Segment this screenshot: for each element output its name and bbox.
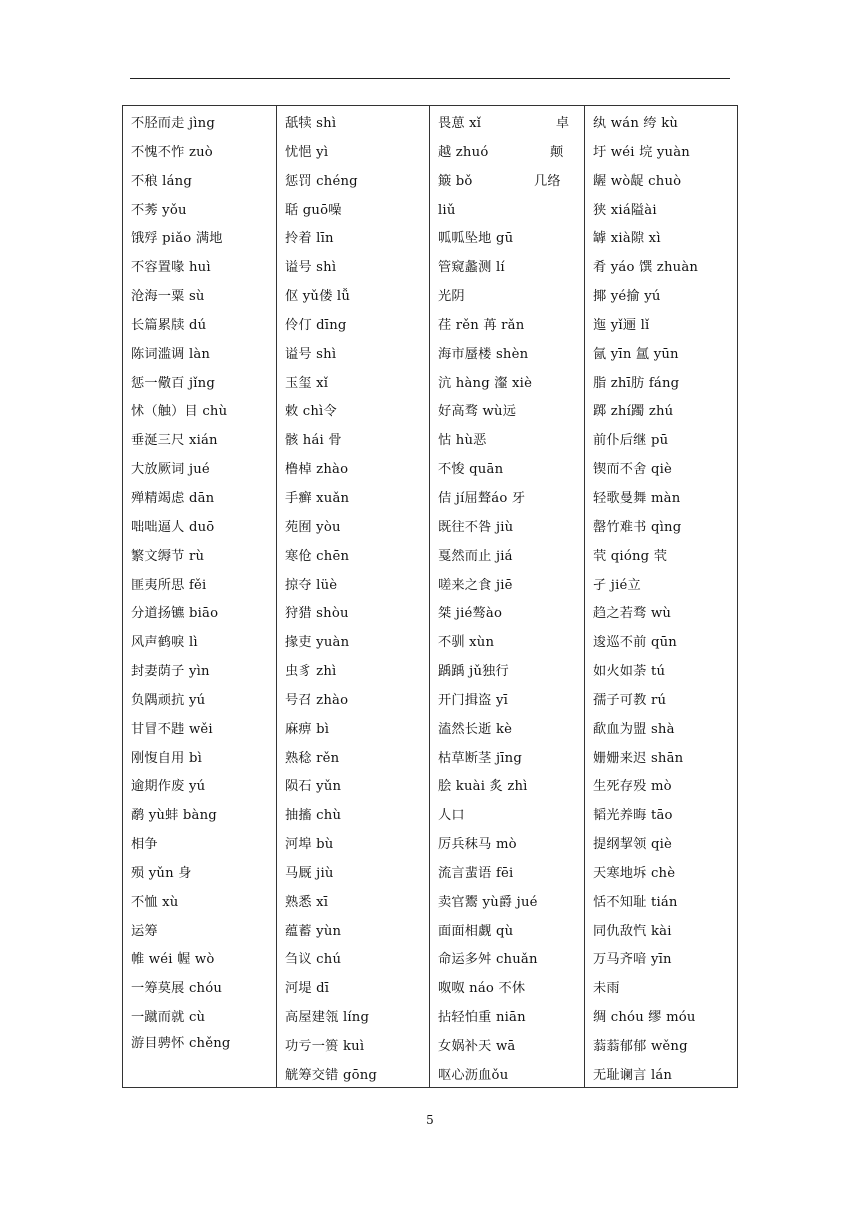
- vocab-entry: 长篇累牍 dú: [131, 317, 207, 333]
- vocab-entry: 戛然而止 jiá: [438, 548, 513, 564]
- vocab-entry: 狭 xiá隘ài: [593, 202, 657, 218]
- vocab-entry: 揶 yé揄 yú: [593, 289, 661, 305]
- vocab-entry: 聒 guō噪: [285, 202, 342, 218]
- vocab-entry: 肴 yáo 馔 zhuàn: [593, 260, 699, 276]
- vocab-entry: 不稂 láng: [131, 173, 192, 189]
- vocab-entry: 大放厥词 jué: [131, 462, 210, 478]
- vocab-entry: 脂 zhī肪 fáng: [593, 375, 680, 391]
- vocab-entry: 熟悉 xī: [285, 894, 329, 910]
- vocab-entry: 畏葸 xǐ 卓: [438, 116, 570, 131]
- vocab-entry: 罄竹难书 qìng: [593, 519, 682, 535]
- vocab-entry: 不驯 xùn: [438, 635, 495, 651]
- vocab-entry: 纨 wán 绔 kù: [593, 116, 679, 131]
- vocab-entry: 刍议 chú: [285, 952, 342, 968]
- vocab-entry: 韬光养晦 tāo: [593, 808, 673, 824]
- vocab-entry: 踯 zhí躅 zhú: [593, 404, 674, 420]
- vocab-entry: 同仇敌忾 kài: [593, 923, 672, 939]
- vocab-entry: 蓊蓊郁郁 wěng: [593, 1039, 688, 1054]
- vocab-entry: 佶 jí屈聱áo 牙: [438, 490, 526, 506]
- vocab-entry: 寒伧 chēn: [285, 548, 350, 564]
- vocab-entry: 怵（触）目 chù: [131, 404, 228, 420]
- column-3: [430, 106, 585, 1087]
- vocab-entry: 好高骛 wù远: [438, 404, 517, 420]
- vocab-entry: 抽搐 chù: [285, 808, 342, 824]
- vocab-entry: 负隅顽抗 yú: [131, 692, 206, 708]
- vocab-entry: 一筹莫展 chóu: [131, 981, 223, 997]
- vocab-entry: 孑 jié立: [593, 577, 641, 593]
- vocab-entry: 未雨: [593, 981, 620, 997]
- vocab-entry: 圩 wéi 垸 yuàn: [593, 144, 690, 160]
- vocab-entry: 敕 chì令: [285, 404, 337, 420]
- vocab-entry: 饿殍 piǎo 满地: [131, 231, 223, 247]
- vocab-entry: 舐犊 shì: [285, 116, 337, 131]
- vocab-entry: 既往不咎 jiù: [438, 519, 514, 535]
- vocab-entry: 拈轻怕重 niān: [438, 1010, 526, 1026]
- vocab-entry: 封妻荫子 yìn: [131, 664, 210, 680]
- vocab-entry: 轻歌曼舞 màn: [593, 490, 681, 506]
- vocab-entry: 不莠 yǒu: [131, 202, 187, 218]
- vocab-entry: 伛 yǔ偻 lǚ: [285, 289, 351, 305]
- vocab-entry: 不胫而走 jìng: [131, 116, 215, 131]
- vocab-entry: 不愧不怍 zuò: [131, 144, 213, 160]
- vocab-entry: 踽踽 jǔ独行: [438, 664, 509, 680]
- vocab-entry: 光阴: [438, 289, 465, 305]
- vocab-entry: 厉兵秣马 mò: [438, 837, 517, 853]
- column-2: [277, 106, 430, 1087]
- vocab-entry: 帷 wéi 幄 wò: [131, 952, 215, 968]
- vocab-entry: 拎着 līn: [285, 231, 334, 247]
- vocab-entry: 不容置喙 huì: [131, 260, 211, 276]
- vocab-entry: 谥号 shì: [285, 260, 337, 276]
- vocab-entry: 河堤 dī: [285, 981, 330, 997]
- vocab-entry: 女娲补天 wā: [438, 1039, 516, 1054]
- vocab-entry: 一蹴而就 cù: [131, 1010, 206, 1026]
- vocab-entry: 荏 rěn 苒 rǎn: [438, 317, 525, 333]
- vocab-entry: 海市蜃楼 shèn: [438, 346, 529, 362]
- vocab-entry: 龌 wò龊 chuò: [593, 173, 682, 189]
- vocab-entry: 殒 yǔn 身: [131, 865, 192, 881]
- vocab-entry: 趋之若骛 wù: [593, 606, 672, 622]
- vocab-entry: 溘然长逝 kè: [438, 721, 513, 737]
- vocab-entry: 号召 zhào: [285, 692, 349, 708]
- vocab-entry: 风声鹤唳 lì: [131, 635, 198, 651]
- vocab-entry: 氤 yīn 氲 yūn: [593, 346, 679, 362]
- vocab-entry: 虫豸 zhì: [285, 664, 337, 680]
- vocab-entry: 枯草断茎 jīng: [438, 750, 522, 766]
- vocab-entry: 功亏一篑 kuì: [285, 1039, 365, 1054]
- vocab-entry: 歃血为盟 shà: [593, 721, 675, 737]
- vocab-entry: 惩一儆百 jǐng: [131, 375, 215, 391]
- vocab-entry: 鹬 yù蚌 bàng: [131, 808, 217, 824]
- vocab-entry: 惩罚 chéng: [285, 173, 358, 189]
- vocab-entry: 绸 chóu 缪 móu: [593, 1010, 696, 1026]
- vocab-entry: 殚精竭虑 dān: [131, 490, 215, 506]
- vocab-entry: 姗姗来迟 shān: [593, 750, 684, 766]
- vocab-entry: 前仆后继 pū: [593, 433, 669, 449]
- vocab-entry: 如火如荼 tú: [593, 664, 666, 680]
- vocab-entry: 罅 xià隙 xì: [593, 231, 661, 247]
- vocab-entry: 忧悒 yì: [285, 144, 329, 160]
- vocab-entry: 生死存殁 mò: [593, 779, 672, 795]
- vocab-entry: 繁文缛节 rù: [131, 548, 205, 564]
- vocab-entry: 麻痹 bì: [285, 721, 330, 737]
- vocab-entry: 觥筹交错 gōng: [285, 1067, 378, 1083]
- vocab-entry: 簸 bǒ 几络: [438, 173, 561, 189]
- vocab-entry: 人口: [438, 808, 465, 824]
- vocab-entry: 掠夺 lüè: [285, 577, 338, 593]
- vocab-entry: liǔ: [438, 202, 456, 218]
- vocab-entry: 骸 hái 骨: [285, 433, 342, 449]
- vocab-entry: 相争: [131, 837, 158, 853]
- vocab-entry: 面面相觑 qù: [438, 923, 514, 939]
- vocab-entry: 锲而不舍 qiè: [593, 462, 673, 478]
- vocab-entry: 呕心沥血ǒu: [438, 1067, 509, 1083]
- vocab-entry: 苑囿 yòu: [285, 519, 341, 535]
- vocab-entry: 万马齐喑 yīn: [593, 952, 672, 968]
- vocab-entry: 呶呶 náo 不休: [438, 981, 526, 997]
- column-1: [123, 106, 277, 1087]
- vocab-entry: 越 zhuó 颠: [438, 144, 564, 160]
- page-number: 5: [426, 1113, 434, 1127]
- vocab-entry: 匪夷所思 fěi: [131, 577, 207, 593]
- vocab-entry: 管窥蠡测 lí: [438, 260, 505, 276]
- vocab-entry: 迤 yǐ逦 lǐ: [593, 317, 650, 333]
- vocab-entry: 开门揖盗 yī: [438, 692, 509, 708]
- vocab-entry: 谥号 shì: [285, 346, 337, 362]
- vocab-entry: 高屋建瓴 líng: [285, 1010, 370, 1026]
- vocab-entry: 桀 jié骜ào: [438, 606, 503, 622]
- vocab-entry: 提纲挈领 qiè: [593, 837, 673, 853]
- vocab-entry: 狩猎 shòu: [285, 606, 349, 622]
- vocab-entry: 手癣 xuǎn: [285, 490, 350, 506]
- vocab-entry: 陈词滥调 làn: [131, 346, 211, 362]
- vocab-entry: 掾吏 yuàn: [285, 635, 350, 651]
- vocab-entry: 分道扬镳 biāo: [131, 606, 219, 622]
- vocab-entry: 流言蜚语 fēi: [438, 865, 514, 881]
- vocab-entry: 不悛 quān: [438, 462, 504, 478]
- vocab-entry: 怙 hù恶: [438, 433, 487, 449]
- vocab-entry: 运筹: [131, 923, 158, 939]
- vocab-entry: 无耻谰言 lán: [593, 1067, 673, 1083]
- vocab-entry: 玉玺 xǐ: [285, 375, 329, 391]
- vocab-entry: 甘冒不韪 wěi: [131, 721, 213, 737]
- vocab-entry: 咄咄逼人 duō: [131, 519, 215, 535]
- vocab-entry: 逾期作废 yú: [131, 779, 206, 795]
- vocabulary-table: [122, 105, 738, 1088]
- vocab-entry: 橹棹 zhào: [285, 462, 349, 478]
- vocab-entry: 脍 kuài 炙 zhì: [438, 779, 528, 795]
- vocab-entry: 茕 qióng 茕: [593, 548, 668, 564]
- vocab-entry: 命运多舛 chuǎn: [438, 952, 538, 968]
- vocab-entry: 垂涎三尺 xián: [131, 433, 218, 449]
- vocab-entry: 不恤 xù: [131, 894, 179, 910]
- vocab-entry: 蕴蓄 yùn: [285, 923, 342, 939]
- vocab-entry: 沆 hàng 瀣 xiè: [438, 375, 533, 391]
- vocab-entry: 卖官鬻 yù爵 jué: [438, 894, 538, 910]
- vocab-entry: 呱呱坠地 gū: [438, 231, 514, 247]
- vocab-entry: 陨石 yǔn: [285, 779, 342, 795]
- vocab-entry: 沧海一粟 sù: [131, 289, 205, 305]
- vocab-entry: 嗟来之食 jiē: [438, 577, 513, 593]
- vocab-entry: 刚愎自用 bì: [131, 750, 203, 766]
- header-rule: [130, 78, 730, 79]
- vocab-entry: 天寒地坼 chè: [593, 865, 676, 881]
- column-4: [585, 106, 737, 1087]
- vocab-entry: 孺子可教 rú: [593, 692, 667, 708]
- vocab-entry: 马厩 jiù: [285, 865, 334, 881]
- vocab-entry: 伶仃 dīng: [285, 317, 347, 333]
- vocab-entry: 游目骋怀 chěng: [131, 1036, 231, 1051]
- vocab-entry: 恬不知耻 tián: [593, 894, 678, 910]
- vocab-entry: 河埠 bù: [285, 837, 334, 853]
- vocab-entry: 熟稔 rěn: [285, 750, 340, 766]
- vocab-entry: 逡巡不前 qūn: [593, 635, 677, 651]
